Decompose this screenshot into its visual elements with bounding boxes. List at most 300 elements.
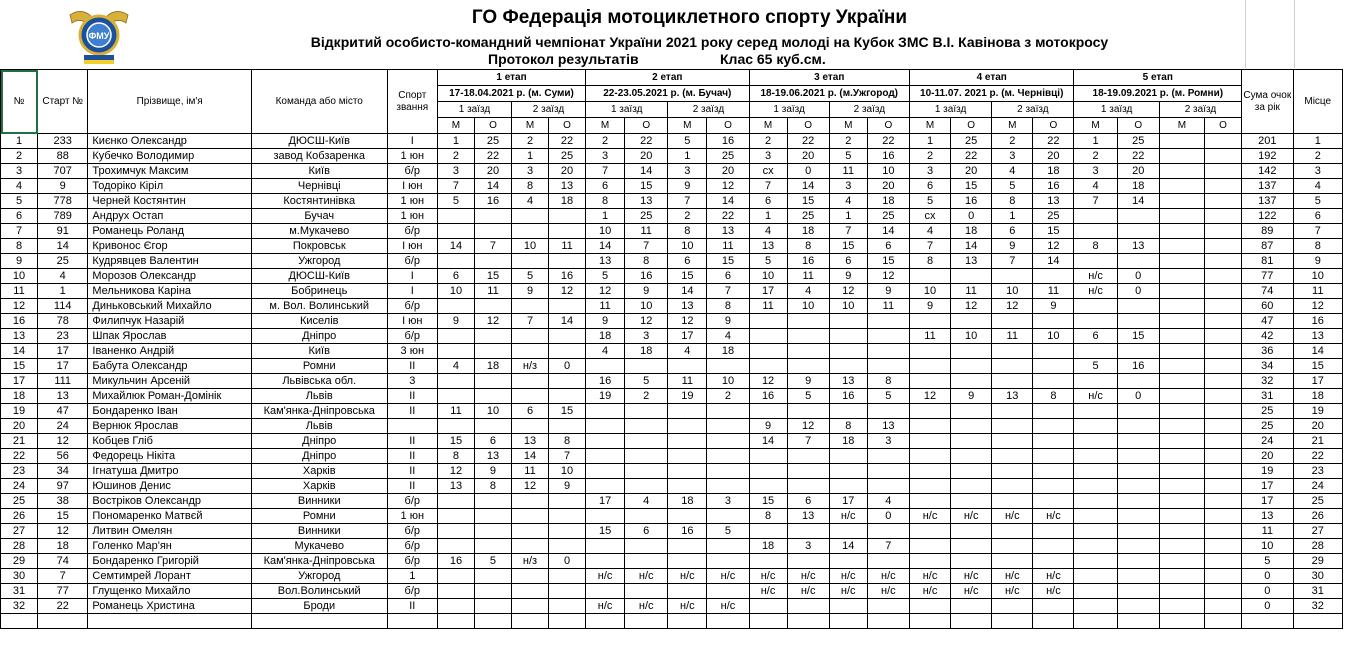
cell-start-number[interactable]: 18	[38, 539, 88, 554]
cell-no[interactable]: 32	[1, 599, 38, 614]
cell-stage3-race1-points[interactable]: 11	[787, 269, 829, 284]
cell-stage1-race2-position[interactable]: 1	[512, 149, 549, 164]
cell-stage3-race2-points[interactable]: 8	[867, 374, 909, 389]
cell-stage2-race2-position[interactable]	[668, 449, 707, 464]
cell-stage5-race1-points[interactable]: 14	[1117, 194, 1159, 209]
cell-stage3-race1-position[interactable]: 5	[749, 254, 787, 269]
cell-stage5-race1-position[interactable]: 1	[1074, 134, 1117, 149]
cell-stage2-race2-points[interactable]: н/с	[707, 599, 749, 614]
cell-stage4-race2-position[interactable]: 13	[992, 389, 1033, 404]
cell-team[interactable]: Дніпро	[251, 434, 387, 449]
cell-stage3-race2-points[interactable]: 16	[867, 149, 909, 164]
cell-stage4-race2-points[interactable]	[1033, 554, 1074, 569]
cell-no[interactable]: 22	[1, 449, 38, 464]
cell-stage4-race1-position[interactable]: 6	[909, 179, 950, 194]
cell-stage1-race1-position[interactable]	[437, 524, 474, 539]
empty-cell[interactable]	[1074, 614, 1117, 629]
cell-stage4-race1-points[interactable]: 10	[951, 329, 992, 344]
cell-stage1-race2-position[interactable]: 8	[512, 179, 549, 194]
cell-stage4-race1-position[interactable]: 4	[909, 224, 950, 239]
cell-no[interactable]: 28	[1, 539, 38, 554]
cell-stage1-race2-points[interactable]	[549, 419, 586, 434]
cell-stage3-race1-points[interactable]: 16	[787, 254, 829, 269]
cell-stage4-race2-position[interactable]	[992, 344, 1033, 359]
cell-rank[interactable]: 1 юн	[387, 209, 437, 224]
cell-stage4-race2-position[interactable]: н/с	[992, 584, 1033, 599]
cell-stage1-race1-position[interactable]: 14	[437, 239, 474, 254]
cell-stage5-race1-position[interactable]	[1074, 479, 1117, 494]
cell-stage1-race1-points[interactable]: 7	[474, 239, 511, 254]
empty-cell[interactable]	[1242, 614, 1293, 629]
cell-stage1-race2-points[interactable]: 11	[549, 239, 586, 254]
cell-stage1-race1-position[interactable]	[437, 539, 474, 554]
cell-rider-name[interactable]: Диньковський Михайло	[88, 299, 251, 314]
cell-stage3-race2-position[interactable]: 14	[829, 539, 867, 554]
cell-stage5-race1-points[interactable]	[1117, 344, 1159, 359]
cell-stage4-race1-position[interactable]: 1	[909, 134, 950, 149]
cell-stage1-race1-position[interactable]	[437, 389, 474, 404]
cell-stage2-race1-position[interactable]	[586, 464, 625, 479]
cell-start-number[interactable]: 12	[38, 434, 88, 449]
cell-rider-name[interactable]: Морозов Олександр	[88, 269, 251, 284]
cell-stage4-race1-position[interactable]	[909, 434, 950, 449]
cell-stage4-race2-points[interactable]: н/с	[1033, 569, 1074, 584]
cell-stage5-race1-position[interactable]: 7	[1074, 194, 1117, 209]
cell-stage3-race2-points[interactable]: 5	[867, 389, 909, 404]
cell-start-number[interactable]: 24	[38, 419, 88, 434]
cell-stage4-race2-position[interactable]: 3	[992, 149, 1033, 164]
cell-no[interactable]: 23	[1, 464, 38, 479]
cell-stage4-race1-position[interactable]	[909, 269, 950, 284]
cell-stage5-race1-position[interactable]: н/с	[1074, 269, 1117, 284]
cell-stage3-race1-points[interactable]	[787, 404, 829, 419]
cell-stage1-race2-position[interactable]: 6	[512, 404, 549, 419]
cell-stage2-race2-points[interactable]	[707, 539, 749, 554]
cell-stage5-race2-points[interactable]	[1205, 584, 1242, 599]
cell-no[interactable]: 5	[1, 194, 38, 209]
cell-team[interactable]: Броди	[251, 599, 387, 614]
cell-stage5-race1-points[interactable]	[1117, 554, 1159, 569]
cell-no[interactable]: 6	[1, 209, 38, 224]
cell-stage3-race2-position[interactable]: 13	[829, 374, 867, 389]
cell-rank[interactable]: б/р	[387, 494, 437, 509]
cell-stage4-race1-points[interactable]	[951, 479, 992, 494]
cell-stage2-race1-points[interactable]: 7	[625, 239, 668, 254]
cell-stage5-race2-points[interactable]	[1205, 554, 1242, 569]
cell-stage1-race1-position[interactable]	[437, 344, 474, 359]
cell-stage4-race2-position[interactable]: 11	[992, 329, 1033, 344]
cell-stage5-race2-points[interactable]	[1205, 329, 1242, 344]
cell-stage2-race2-position[interactable]	[668, 509, 707, 524]
cell-stage4-race2-points[interactable]: 15	[1033, 224, 1074, 239]
cell-stage2-race1-position[interactable]	[586, 539, 625, 554]
cell-stage4-race1-position[interactable]	[909, 524, 950, 539]
cell-stage5-race1-points[interactable]	[1117, 434, 1159, 449]
cell-stage5-race1-points[interactable]	[1117, 509, 1159, 524]
cell-place[interactable]: 29	[1293, 554, 1343, 569]
cell-team[interactable]: Кам'янка-Дніпровська	[251, 404, 387, 419]
cell-stage1-race2-position[interactable]: 13	[512, 434, 549, 449]
cell-rider-name[interactable]: Романець Христина	[88, 599, 251, 614]
cell-rank[interactable]: І	[387, 269, 437, 284]
cell-stage2-race1-points[interactable]	[625, 359, 668, 374]
cell-stage4-race1-points[interactable]	[951, 449, 992, 464]
cell-stage4-race2-position[interactable]: 1	[992, 209, 1033, 224]
empty-cell[interactable]	[1, 614, 38, 629]
cell-stage5-race1-position[interactable]	[1074, 374, 1117, 389]
cell-total-points[interactable]: 122	[1242, 209, 1293, 224]
cell-stage4-race1-position[interactable]	[909, 464, 950, 479]
cell-stage3-race2-position[interactable]: 17	[829, 494, 867, 509]
empty-cell[interactable]	[1293, 614, 1343, 629]
cell-stage4-race1-points[interactable]	[951, 539, 992, 554]
cell-stage2-race1-position[interactable]: 6	[586, 179, 625, 194]
cell-stage2-race1-points[interactable]	[625, 479, 668, 494]
cell-stage1-race2-position[interactable]	[512, 494, 549, 509]
cell-stage2-race1-points[interactable]	[625, 539, 668, 554]
cell-stage4-race2-position[interactable]: 5	[992, 179, 1033, 194]
cell-stage2-race1-points[interactable]: 5	[625, 374, 668, 389]
cell-stage5-race1-points[interactable]: 18	[1117, 179, 1159, 194]
cell-stage3-race2-position[interactable]: н/с	[829, 584, 867, 599]
cell-stage2-race2-position[interactable]	[668, 584, 707, 599]
cell-stage2-race1-points[interactable]	[625, 554, 668, 569]
cell-stage4-race1-position[interactable]	[909, 449, 950, 464]
cell-total-points[interactable]: 10	[1242, 539, 1293, 554]
cell-stage1-race2-points[interactable]	[549, 389, 586, 404]
cell-stage5-race1-position[interactable]	[1074, 494, 1117, 509]
cell-stage3-race1-position[interactable]	[749, 344, 787, 359]
cell-stage4-race2-position[interactable]	[992, 359, 1033, 374]
cell-stage4-race2-points[interactable]	[1033, 314, 1074, 329]
cell-stage1-race1-points[interactable]	[474, 344, 511, 359]
empty-cell[interactable]	[549, 614, 586, 629]
cell-stage2-race2-position[interactable]	[668, 539, 707, 554]
cell-stage4-race2-position[interactable]	[992, 419, 1033, 434]
cell-stage2-race2-points[interactable]	[707, 434, 749, 449]
cell-stage3-race1-position[interactable]: 2	[749, 134, 787, 149]
cell-team[interactable]: Киселів	[251, 314, 387, 329]
cell-rank[interactable]: б/р	[387, 164, 437, 179]
cell-rank[interactable]	[387, 419, 437, 434]
cell-stage1-race2-points[interactable]: 7	[549, 449, 586, 464]
cell-stage2-race2-points[interactable]: 11	[707, 239, 749, 254]
cell-stage4-race2-points[interactable]	[1033, 464, 1074, 479]
cell-team[interactable]: Чернівці	[251, 179, 387, 194]
cell-stage3-race2-position[interactable]	[829, 449, 867, 464]
cell-stage4-race2-position[interactable]: 6	[992, 224, 1033, 239]
cell-stage4-race2-points[interactable]	[1033, 359, 1074, 374]
cell-stage2-race2-position[interactable]	[668, 419, 707, 434]
cell-stage5-race1-points[interactable]	[1117, 599, 1159, 614]
cell-stage2-race2-position[interactable]: 12	[668, 314, 707, 329]
cell-stage1-race1-points[interactable]: 16	[474, 194, 511, 209]
cell-stage2-race2-points[interactable]	[707, 479, 749, 494]
cell-stage1-race1-points[interactable]: 6	[474, 434, 511, 449]
cell-total-points[interactable]: 11	[1242, 524, 1293, 539]
cell-stage2-race2-position[interactable]: н/с	[668, 569, 707, 584]
cell-stage5-race1-points[interactable]	[1117, 584, 1159, 599]
cell-stage2-race2-points[interactable]: 4	[707, 329, 749, 344]
cell-stage3-race2-position[interactable]	[829, 359, 867, 374]
cell-stage4-race1-points[interactable]	[951, 374, 992, 389]
cell-stage5-race2-position[interactable]	[1159, 524, 1204, 539]
cell-stage5-race2-position[interactable]	[1159, 299, 1204, 314]
cell-stage1-race1-points[interactable]: 13	[474, 449, 511, 464]
cell-stage4-race1-position[interactable]: 3	[909, 164, 950, 179]
cell-stage4-race1-position[interactable]: 7	[909, 239, 950, 254]
cell-stage4-race2-points[interactable]	[1033, 344, 1074, 359]
cell-total-points[interactable]: 77	[1242, 269, 1293, 284]
cell-stage3-race2-position[interactable]	[829, 599, 867, 614]
cell-stage2-race1-position[interactable]: 14	[586, 239, 625, 254]
cell-stage1-race1-position[interactable]	[437, 374, 474, 389]
cell-start-number[interactable]: 4	[38, 269, 88, 284]
cell-stage4-race1-points[interactable]	[951, 419, 992, 434]
cell-stage4-race2-points[interactable]	[1033, 404, 1074, 419]
cell-stage4-race1-position[interactable]: 2	[909, 149, 950, 164]
cell-no[interactable]: 14	[1, 344, 38, 359]
cell-stage1-race1-position[interactable]	[437, 419, 474, 434]
cell-stage1-race1-points[interactable]	[474, 524, 511, 539]
cell-stage3-race2-position[interactable]: 18	[829, 434, 867, 449]
empty-cell[interactable]	[512, 614, 549, 629]
cell-stage3-race1-points[interactable]	[787, 329, 829, 344]
cell-stage1-race2-points[interactable]	[549, 224, 586, 239]
cell-stage3-race2-points[interactable]: 20	[867, 179, 909, 194]
cell-stage4-race1-position[interactable]: сх	[909, 209, 950, 224]
cell-total-points[interactable]: 0	[1242, 599, 1293, 614]
cell-start-number[interactable]: 778	[38, 194, 88, 209]
cell-no[interactable]: 9	[1, 254, 38, 269]
cell-rider-name[interactable]: Федорець Нікіта	[88, 449, 251, 464]
cell-team[interactable]: Винники	[251, 524, 387, 539]
cell-total-points[interactable]: 13	[1242, 509, 1293, 524]
cell-start-number[interactable]: 14	[38, 239, 88, 254]
cell-stage2-race2-position[interactable]: 10	[668, 239, 707, 254]
cell-stage3-race2-points[interactable]: 11	[867, 299, 909, 314]
cell-stage4-race1-points[interactable]: 9	[951, 389, 992, 404]
cell-start-number[interactable]: 74	[38, 554, 88, 569]
cell-stage4-race2-position[interactable]: 10	[992, 284, 1033, 299]
cell-stage4-race1-position[interactable]: 12	[909, 389, 950, 404]
cell-team[interactable]: Мукачево	[251, 539, 387, 554]
cell-stage4-race1-position[interactable]	[909, 374, 950, 389]
cell-stage2-race1-points[interactable]: 3	[625, 329, 668, 344]
cell-stage5-race1-position[interactable]: 5	[1074, 359, 1117, 374]
cell-stage5-race1-points[interactable]	[1117, 464, 1159, 479]
cell-stage1-race1-points[interactable]: 15	[474, 269, 511, 284]
cell-stage1-race1-position[interactable]	[437, 224, 474, 239]
cell-stage5-race1-points[interactable]	[1117, 404, 1159, 419]
cell-stage1-race1-points[interactable]	[474, 374, 511, 389]
empty-cell[interactable]	[1117, 614, 1159, 629]
cell-stage2-race1-position[interactable]: 12	[586, 284, 625, 299]
cell-no[interactable]: 20	[1, 419, 38, 434]
cell-place[interactable]: 12	[1293, 299, 1343, 314]
empty-cell[interactable]	[625, 614, 668, 629]
cell-start-number[interactable]: 9	[38, 179, 88, 194]
cell-stage2-race1-position[interactable]: 5	[586, 269, 625, 284]
cell-stage2-race2-points[interactable]: 7	[707, 284, 749, 299]
cell-place[interactable]: 24	[1293, 479, 1343, 494]
cell-total-points[interactable]: 25	[1242, 404, 1293, 419]
cell-no[interactable]: 26	[1, 509, 38, 524]
cell-start-number[interactable]: 789	[38, 209, 88, 224]
cell-stage1-race2-position[interactable]: 11	[512, 464, 549, 479]
cell-stage5-race2-position[interactable]	[1159, 569, 1204, 584]
cell-team[interactable]: Бучач	[251, 209, 387, 224]
cell-stage3-race1-points[interactable]: 3	[787, 539, 829, 554]
cell-stage2-race1-position[interactable]: 17	[586, 494, 625, 509]
cell-stage4-race2-points[interactable]: 12	[1033, 239, 1074, 254]
cell-stage5-race2-points[interactable]	[1205, 134, 1242, 149]
cell-stage2-race2-position[interactable]: 9	[668, 179, 707, 194]
cell-stage2-race2-position[interactable]	[668, 404, 707, 419]
cell-stage2-race2-points[interactable]	[707, 449, 749, 464]
cell-place[interactable]: 30	[1293, 569, 1343, 584]
cell-rider-name[interactable]: Романець Роланд	[88, 224, 251, 239]
empty-cell[interactable]	[38, 614, 88, 629]
cell-stage3-race2-points[interactable]	[867, 314, 909, 329]
empty-cell[interactable]	[1159, 614, 1204, 629]
cell-total-points[interactable]: 74	[1242, 284, 1293, 299]
cell-stage2-race2-points[interactable]: 15	[707, 254, 749, 269]
cell-stage5-race2-position[interactable]	[1159, 599, 1204, 614]
cell-stage5-race2-position[interactable]	[1159, 434, 1204, 449]
cell-rider-name[interactable]: Семтимрей Лорант	[88, 569, 251, 584]
cell-stage5-race1-points[interactable]	[1117, 494, 1159, 509]
cell-stage3-race1-position[interactable]: 12	[749, 374, 787, 389]
cell-stage3-race2-points[interactable]: 3	[867, 434, 909, 449]
cell-stage4-race1-position[interactable]	[909, 359, 950, 374]
cell-stage1-race1-position[interactable]	[437, 329, 474, 344]
cell-stage5-race2-points[interactable]	[1205, 539, 1242, 554]
cell-stage2-race1-position[interactable]: 15	[586, 524, 625, 539]
cell-rider-name[interactable]: Литвин Омелян	[88, 524, 251, 539]
cell-rank[interactable]: 3	[387, 374, 437, 389]
cell-stage5-race2-position[interactable]	[1159, 164, 1204, 179]
cell-place[interactable]: 27	[1293, 524, 1343, 539]
cell-place[interactable]: 6	[1293, 209, 1343, 224]
cell-stage5-race1-points[interactable]	[1117, 299, 1159, 314]
cell-stage5-race1-position[interactable]	[1074, 224, 1117, 239]
cell-stage4-race2-position[interactable]	[992, 479, 1033, 494]
cell-total-points[interactable]: 47	[1242, 314, 1293, 329]
cell-start-number[interactable]: 25	[38, 254, 88, 269]
cell-stage4-race1-points[interactable]: 0	[951, 209, 992, 224]
cell-team[interactable]: Дніпро	[251, 329, 387, 344]
cell-stage4-race1-points[interactable]: 11	[951, 284, 992, 299]
cell-stage4-race1-position[interactable]: н/с	[909, 509, 950, 524]
cell-stage3-race2-position[interactable]: н/с	[829, 569, 867, 584]
cell-total-points[interactable]: 34	[1242, 359, 1293, 374]
cell-no[interactable]: 11	[1, 284, 38, 299]
cell-stage1-race2-position[interactable]	[512, 389, 549, 404]
cell-stage1-race2-points[interactable]	[549, 299, 586, 314]
cell-stage5-race2-position[interactable]	[1159, 554, 1204, 569]
cell-start-number[interactable]: 114	[38, 299, 88, 314]
cell-stage5-race1-position[interactable]	[1074, 554, 1117, 569]
cell-stage3-race1-position[interactable]: н/с	[749, 569, 787, 584]
cell-stage3-race1-position[interactable]: н/с	[749, 584, 787, 599]
cell-total-points[interactable]: 5	[1242, 554, 1293, 569]
cell-team[interactable]: м. Вол. Волинський	[251, 299, 387, 314]
cell-stage3-race1-points[interactable]: 7	[787, 434, 829, 449]
cell-rank[interactable]: І юн	[387, 314, 437, 329]
cell-stage4-race2-position[interactable]: 7	[992, 254, 1033, 269]
cell-stage2-race2-points[interactable]: 22	[707, 209, 749, 224]
cell-stage2-race1-points[interactable]: 12	[625, 314, 668, 329]
cell-rank[interactable]: І юн	[387, 239, 437, 254]
cell-no[interactable]: 18	[1, 389, 38, 404]
cell-start-number[interactable]: 13	[38, 389, 88, 404]
cell-start-number[interactable]: 111	[38, 374, 88, 389]
cell-place[interactable]: 25	[1293, 494, 1343, 509]
cell-stage1-race2-position[interactable]	[512, 584, 549, 599]
cell-start-number[interactable]: 56	[38, 449, 88, 464]
cell-stage5-race2-position[interactable]	[1159, 449, 1204, 464]
cell-stage1-race1-position[interactable]: 1	[437, 134, 474, 149]
cell-stage4-race2-points[interactable]	[1033, 449, 1074, 464]
cell-place[interactable]: 32	[1293, 599, 1343, 614]
cell-stage1-race2-position[interactable]: 10	[512, 239, 549, 254]
cell-stage2-race2-position[interactable]	[668, 479, 707, 494]
cell-stage2-race1-points[interactable]	[625, 464, 668, 479]
cell-stage2-race1-position[interactable]: 9	[586, 314, 625, 329]
cell-stage3-race2-position[interactable]: 8	[829, 419, 867, 434]
cell-stage1-race1-position[interactable]: 16	[437, 554, 474, 569]
cell-stage5-race1-points[interactable]	[1117, 209, 1159, 224]
empty-cell[interactable]	[787, 614, 829, 629]
cell-stage5-race2-position[interactable]	[1159, 179, 1204, 194]
cell-rank[interactable]: ІІ	[387, 479, 437, 494]
cell-stage2-race2-position[interactable]: 14	[668, 284, 707, 299]
cell-stage1-race1-position[interactable]: 15	[437, 434, 474, 449]
cell-stage5-race1-position[interactable]: н/с	[1074, 389, 1117, 404]
cell-stage1-race2-points[interactable]	[549, 599, 586, 614]
cell-rider-name[interactable]: Кубечко Володимир	[88, 149, 251, 164]
cell-stage3-race1-points[interactable]	[787, 524, 829, 539]
cell-stage5-race1-points[interactable]: 0	[1117, 389, 1159, 404]
cell-team[interactable]: Харків	[251, 464, 387, 479]
cell-stage3-race1-position[interactable]	[749, 314, 787, 329]
cell-stage4-race2-points[interactable]	[1033, 599, 1074, 614]
cell-stage2-race2-position[interactable]: 1	[668, 149, 707, 164]
cell-start-number[interactable]: 23	[38, 329, 88, 344]
cell-stage1-race2-position[interactable]: 12	[512, 479, 549, 494]
cell-stage4-race2-points[interactable]: 9	[1033, 299, 1074, 314]
cell-stage5-race2-position[interactable]	[1159, 404, 1204, 419]
cell-stage5-race1-position[interactable]	[1074, 434, 1117, 449]
cell-place[interactable]: 14	[1293, 344, 1343, 359]
empty-cell[interactable]	[707, 614, 749, 629]
cell-stage3-race1-position[interactable]	[749, 404, 787, 419]
cell-stage4-race2-position[interactable]: 4	[992, 164, 1033, 179]
cell-stage3-race1-position[interactable]	[749, 329, 787, 344]
cell-total-points[interactable]: 87	[1242, 239, 1293, 254]
cell-stage2-race1-position[interactable]: 8	[586, 194, 625, 209]
cell-stage3-race2-position[interactable]: 16	[829, 389, 867, 404]
cell-stage5-race2-position[interactable]	[1159, 389, 1204, 404]
cell-stage1-race1-points[interactable]	[474, 299, 511, 314]
cell-stage4-race1-position[interactable]: 9	[909, 299, 950, 314]
cell-stage1-race2-position[interactable]	[512, 419, 549, 434]
cell-stage5-race2-position[interactable]	[1159, 239, 1204, 254]
cell-stage2-race1-points[interactable]: 6	[625, 524, 668, 539]
cell-stage3-race2-position[interactable]: 1	[829, 209, 867, 224]
cell-rider-name[interactable]: Бондаренко Іван	[88, 404, 251, 419]
